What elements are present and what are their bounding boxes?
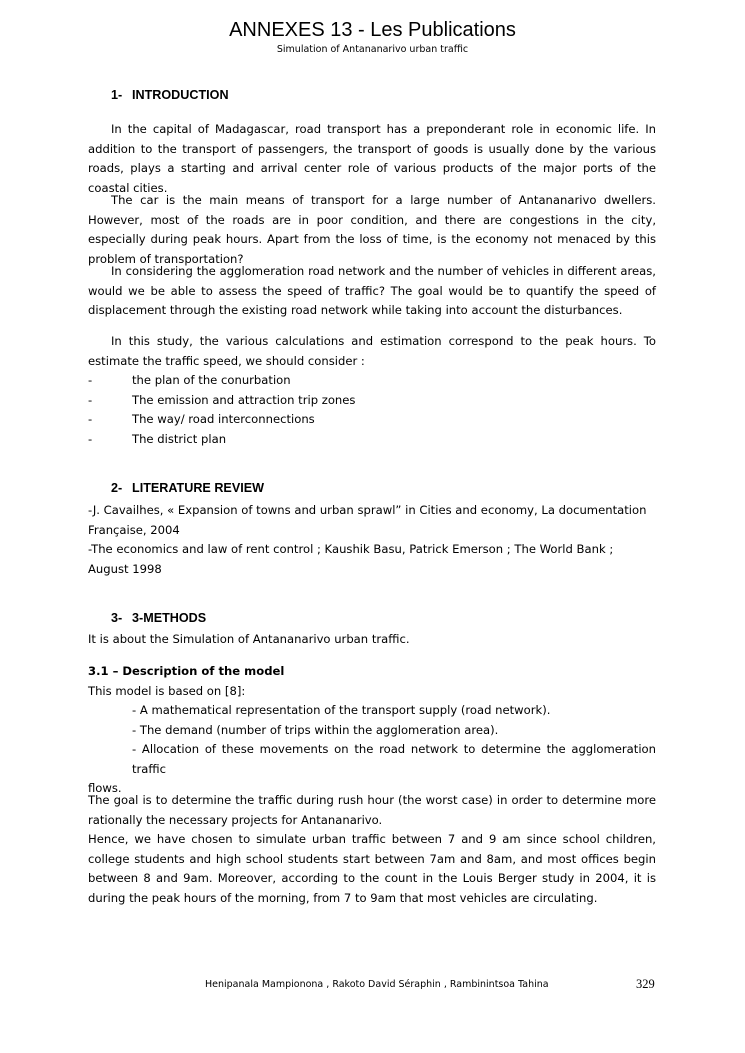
section-title: 3-METHODS xyxy=(132,611,207,625)
section-number: 3- xyxy=(111,611,123,625)
page-footer-authors: Henipanala Mampionona , Rakoto David Séraphin , Rambinintsoa Tahina xyxy=(205,979,549,990)
paragraph: It is about the Simulation of Antananarivo urban traffic. xyxy=(88,632,410,646)
reference: -The economics and law of rent control ; Kaushik Basu, Patrick Emerson ; The World Bank ; August 1998 xyxy=(88,542,614,576)
list-item: - The district plan xyxy=(88,431,227,446)
introduction-body xyxy=(88,120,656,198)
section-title: INTRODUCTION xyxy=(132,88,229,102)
paragraph: In this study, the various calculations and estimation correspond to the peak hours. To estimate the traffic speed, we should consider : xyxy=(88,334,656,368)
introduction-body-3 xyxy=(88,262,656,321)
section-number: 1- xyxy=(111,88,123,102)
methods-model-description xyxy=(88,662,656,799)
subsection-title: 3.1 – Description of the model xyxy=(88,664,285,678)
page-header-title: ANNEXES 13 - Les Publications xyxy=(229,19,516,41)
methods-body xyxy=(88,630,656,650)
list-item-continuation: flows. xyxy=(88,781,122,795)
paragraph: In considering the agglomeration road network and the number of vehicles in different areas, would we be able to assess the speed of traffic? The goal would be to quantify the speed of displacement through the existing road network while taking into account the disturbances. xyxy=(88,264,656,317)
page-header-subtitle: Simulation of Antananarivo urban traffic xyxy=(276,44,469,55)
list-item: - The demand (number of trips within the agglomeration area). xyxy=(132,722,499,737)
paragraph: The car is the main means of transport for a large number of Antananarivo dwellers. However, most of the roads are in poor condition, and there are congestions in the city, especially during peak hours. Apart from the loss of time, is the economy not menaced by this problem of transportation? xyxy=(88,193,656,266)
introduction-body-2 xyxy=(88,191,656,269)
section-number: 2- xyxy=(111,481,123,495)
paragraph: Hence, we have chosen to simulate urban traffic between 7 and 9 am since school children, college students and high school students start between 7am and 8am, and most offices begin between 8 and 9am. Moreover, according to the count in the Louis Berger study in 2004, it is during the peak hours of the morning, from 7 to 9am that most vehicles are circulating. xyxy=(88,832,656,905)
section-heading-introduction xyxy=(111,88,229,102)
list-item: - Allocation of these movements on the road network to determine the agglomeration traffic xyxy=(132,742,656,776)
reference: -J. Cavailhes, « Expansion of towns and urban sprawl” in Cities and economy, La documentation Française, 2004 xyxy=(88,503,647,537)
list-item: - The way/ road interconnections xyxy=(88,412,315,426)
page-number: 329 xyxy=(636,977,655,991)
section-title: LITERATURE REVIEW xyxy=(132,481,265,495)
literature-body xyxy=(88,501,656,579)
paragraph: This model is based on [8]: xyxy=(88,683,246,698)
section-heading-methods xyxy=(111,611,206,625)
list-item: - A mathematical representation of the transport supply (road network). xyxy=(132,703,551,717)
list-item: - The emission and attraction trip zones xyxy=(88,392,356,407)
methods-goal xyxy=(88,791,656,908)
list-item: - the plan of the conurbation xyxy=(88,373,291,387)
introduction-body-4 xyxy=(88,332,656,449)
paragraph: The goal is to determine the traffic during rush hour (the worst case) in order to determine more rationally the necessary projects for Antananarivo. xyxy=(88,793,656,827)
paragraph: In the capital of Madagascar, road transport has a preponderant role in economic life. In addition to the transport of passengers, the transport of goods is usually done by the various roads, plays a starting and arrival center role of various products of the major ports of the coastal cities. xyxy=(88,122,656,195)
section-heading-literature-review xyxy=(111,481,264,495)
